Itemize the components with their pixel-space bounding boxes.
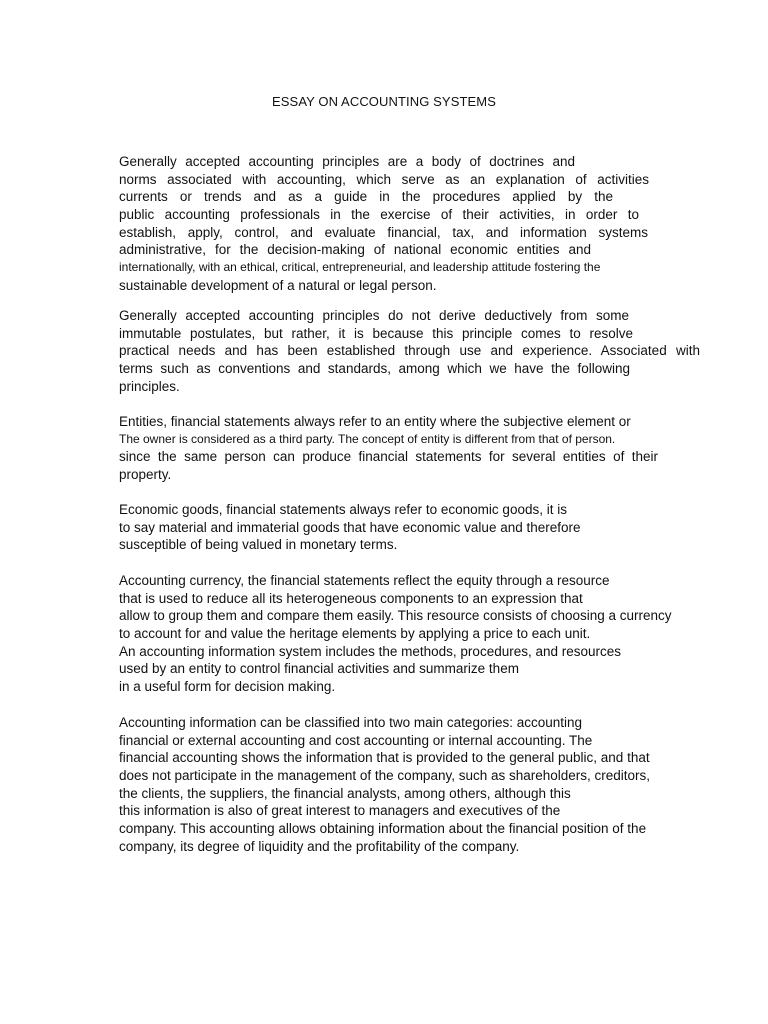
paragraph-line: does not participate in the management of the company, such as shareholders, creditors, xyxy=(119,768,651,784)
paragraph-line: company, its degree of liquidity and the profitability of the company. xyxy=(119,838,520,854)
paragraph-line: administrative, for the decision-making of national economic entities and xyxy=(119,242,591,258)
paragraph-line: An accounting information system includes the methods, procedures, and resources xyxy=(119,643,622,659)
paragraph-line: public accounting professionals in the exercise of their activities, in order to xyxy=(119,207,639,223)
paragraph-line: the clients, the suppliers, the financial analysts, among others, although this xyxy=(119,785,571,801)
paragraph-line: terms such as conventions and standards, among which we have the following xyxy=(119,361,630,377)
paragraph-line: practical needs and has been established through use and experience. Associated with xyxy=(119,343,700,359)
paragraph-line: property. xyxy=(119,467,172,483)
paragraph-line: since the same person can produce financial statements for several entities of their xyxy=(119,449,658,465)
paragraph-line: Accounting information can be classified into two main categories: accounting xyxy=(119,715,583,730)
paragraph-line: currents or trends and as a guide in the procedures applied by the xyxy=(119,189,613,205)
paragraph-entities xyxy=(119,413,709,484)
paragraph-line: this information is also of great interest to managers and executives of the xyxy=(119,803,561,819)
paragraph-line: principles. xyxy=(119,378,180,394)
paragraph-line: immutable postulates, but rather, it is because this principle comes to resolve xyxy=(119,325,633,341)
paragraph-economic-goods xyxy=(119,501,709,554)
paragraph-line: that is used to reduce all its heterogeneous components to an expression that xyxy=(119,590,583,606)
paragraph-line: Accounting currency, the financial statements reflect the equity through a resource xyxy=(119,573,610,588)
paragraph-line: establish, apply, control, and evaluate financial, tax, and information systems xyxy=(119,224,648,240)
paragraph-line: susceptible of being valued in monetary terms. xyxy=(119,537,398,553)
paragraph-line: sustainable development of a natural or legal person. xyxy=(119,277,437,293)
paragraph-line: in a useful form for decision making. xyxy=(119,679,336,695)
paragraph-line: The owner is considered as a third party. The concept of entity is different from that of person. xyxy=(119,431,616,446)
paragraph-line: Entities, financial statements always refer to an entity where the subjective element or xyxy=(119,414,631,429)
paragraph-line: to account for and value the heritage elements by applying a price to each unit. xyxy=(119,626,591,642)
paragraph-line: financial accounting shows the information that is provided to the general public, and that xyxy=(119,750,650,766)
paragraph-line: financial or external accounting and cost accounting or internal accounting. The xyxy=(119,732,593,748)
document-title: ESSAY ON ACCOUNTING SYSTEMS xyxy=(272,94,496,109)
paragraph-line: company. This accounting allows obtaining information about the financial position of the xyxy=(119,821,647,837)
paragraph-gaap-origin xyxy=(119,307,709,395)
paragraph-line: Generally accepted accounting principles are a body of doctrines and xyxy=(119,154,575,169)
paragraph-line: used by an entity to control financial activities and summarize them xyxy=(119,661,519,677)
paragraph-gaap-definition xyxy=(119,153,709,295)
paragraph-accounting-information xyxy=(119,714,709,856)
paragraph-line: allow to group them and compare them easily. This resource consists of choosing a currency xyxy=(119,608,672,624)
paragraph-line: to say material and immaterial goods that have economic value and therefore xyxy=(119,519,581,535)
paragraph-line: internationally, with an ethical, critical, entrepreneurial, and leadership attitude fostering the xyxy=(119,260,601,275)
paragraph-accounting-currency xyxy=(119,572,709,696)
paragraph-line: Generally accepted accounting principles do not derive deductively from some xyxy=(119,308,629,323)
paragraph-line: Economic goods, financial statements always refer to economic goods, it is xyxy=(119,502,567,517)
paragraph-line: norms associated with accounting, which serve as an explanation of activities xyxy=(119,171,649,187)
